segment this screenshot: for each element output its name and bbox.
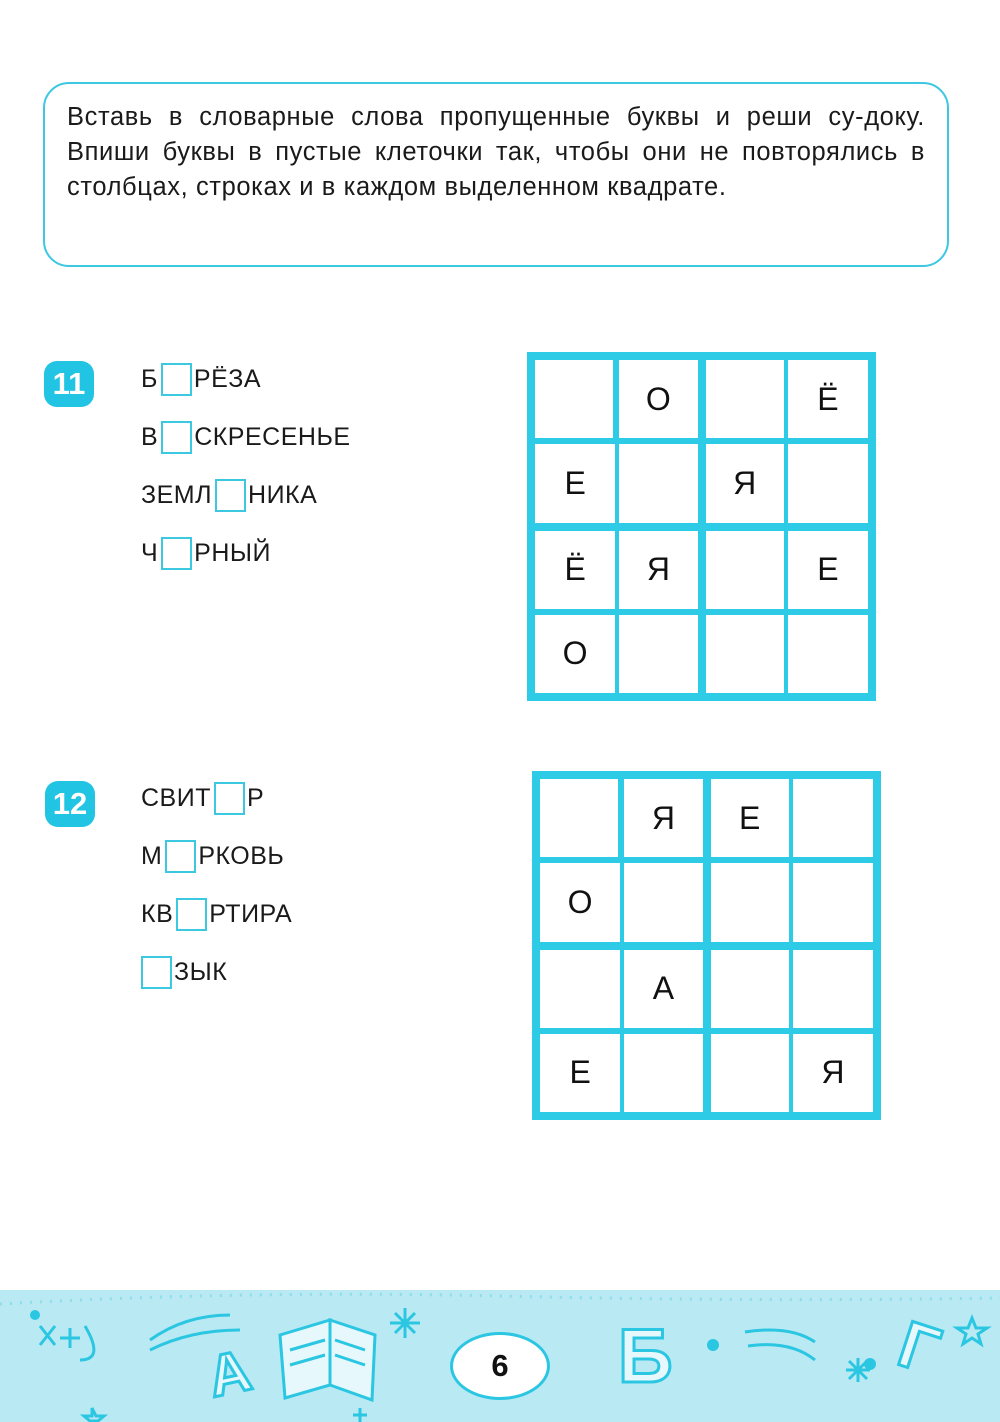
exercise-number-11: 11 [44, 361, 94, 407]
sudoku-cell[interactable] [788, 444, 868, 522]
word-part: ЗЕМЛ [141, 480, 213, 509]
sudoku-cell[interactable] [624, 1034, 702, 1112]
snowflake-icon [353, 1308, 870, 1422]
sudoku-cell[interactable]: Е [711, 779, 789, 857]
letter-g-icon: Г [890, 1306, 949, 1389]
sudoku-cell[interactable]: О [540, 863, 620, 941]
dot-icon [707, 1339, 719, 1351]
sudoku-cell[interactable]: Я [624, 779, 702, 857]
word-item [141, 952, 227, 992]
sudoku-cell[interactable] [540, 950, 620, 1028]
sudoku-cell[interactable]: Е [788, 531, 868, 609]
sudoku-cell[interactable]: Я [793, 1034, 873, 1112]
sudoku-cell[interactable]: Ё [535, 531, 615, 609]
word-part: РНЫЙ [194, 538, 272, 567]
dotted-wave-icon [0, 1294, 1000, 1304]
page-number: 6 [450, 1332, 550, 1400]
book-icon [280, 1320, 375, 1400]
sudoku-cell[interactable] [711, 1034, 789, 1112]
word-part: РЁЗА [193, 364, 262, 393]
sudoku-cell[interactable] [619, 615, 697, 693]
letter-input-box[interactable] [161, 421, 192, 454]
sudoku-cell[interactable] [706, 360, 784, 438]
sudoku-cell[interactable]: Е [540, 1034, 620, 1112]
word-item [141, 359, 261, 399]
word-part: РКОВЬ [198, 841, 285, 870]
sudoku-cell[interactable]: Я [619, 531, 697, 609]
word-item [141, 475, 317, 515]
word-part: СКРЕСЕНЬЕ [194, 422, 351, 451]
word-item [141, 894, 292, 934]
instruction-text: Вставь в словарные слова пропущенные буквы и реши су-доку. Впиши буквы в пустые клеточки так, чтобы они не повторялись в столбцах, строках и в каждом выделенном квадрате. [67, 103, 925, 201]
sudoku-cell[interactable] [793, 779, 873, 857]
sudoku-cell[interactable] [540, 779, 618, 857]
word-item [141, 836, 284, 876]
word-item [141, 417, 351, 457]
letter-a-icon: А [202, 1337, 257, 1410]
sudoku-grid-12 [532, 771, 881, 1120]
sudoku-cell[interactable] [793, 950, 873, 1028]
swoosh-icon [748, 1345, 815, 1360]
letter-input-box[interactable] [214, 782, 245, 815]
word-part: НИКА [248, 480, 318, 509]
exercise-number-12: 12 [45, 781, 95, 827]
sudoku-cell[interactable]: Е [535, 444, 615, 522]
sudoku-cell[interactable] [711, 863, 789, 941]
sudoku-cell[interactable] [711, 950, 789, 1028]
letter-input-box[interactable] [141, 956, 172, 989]
instruction-box [43, 82, 949, 267]
sudoku-cell[interactable] [706, 531, 784, 609]
sudoku-cell[interactable]: О [535, 615, 615, 693]
letter-input-box[interactable] [215, 479, 246, 512]
sudoku-cell[interactable] [619, 444, 697, 522]
sudoku-cell[interactable] [535, 360, 613, 438]
letter-b-icon: Б [618, 1314, 673, 1399]
word-part: М [141, 841, 163, 870]
word-part: Ч [141, 538, 159, 567]
sudoku-cell[interactable]: Ё [788, 360, 868, 438]
sudoku-cell[interactable]: Я [706, 444, 784, 522]
word-part: КВ [141, 899, 174, 928]
math-symbols-icon [40, 1326, 94, 1360]
word-part: РТИРА [209, 899, 293, 928]
sudoku-cell[interactable] [793, 863, 873, 941]
sudoku-cell[interactable]: О [619, 360, 697, 438]
word-part: Р [246, 783, 265, 812]
sudoku-cell[interactable] [624, 863, 702, 941]
sudoku-grid-11 [527, 352, 876, 701]
swoosh-icon [745, 1330, 815, 1342]
letter-input-box[interactable] [176, 898, 207, 931]
letter-input-box[interactable] [165, 840, 196, 873]
word-part: Б [141, 364, 158, 393]
letter-input-box[interactable] [161, 363, 192, 396]
word-part: СВИТ [141, 783, 211, 812]
sudoku-cell[interactable] [706, 615, 784, 693]
word-item [141, 533, 271, 573]
word-part: ЗЫК [174, 957, 228, 986]
letter-input-box[interactable] [161, 537, 192, 570]
dot-icon [30, 1310, 40, 1320]
word-part: В [141, 422, 159, 451]
sudoku-cell[interactable]: А [624, 950, 702, 1028]
sudoku-cell[interactable] [788, 615, 868, 693]
word-item [141, 778, 264, 818]
